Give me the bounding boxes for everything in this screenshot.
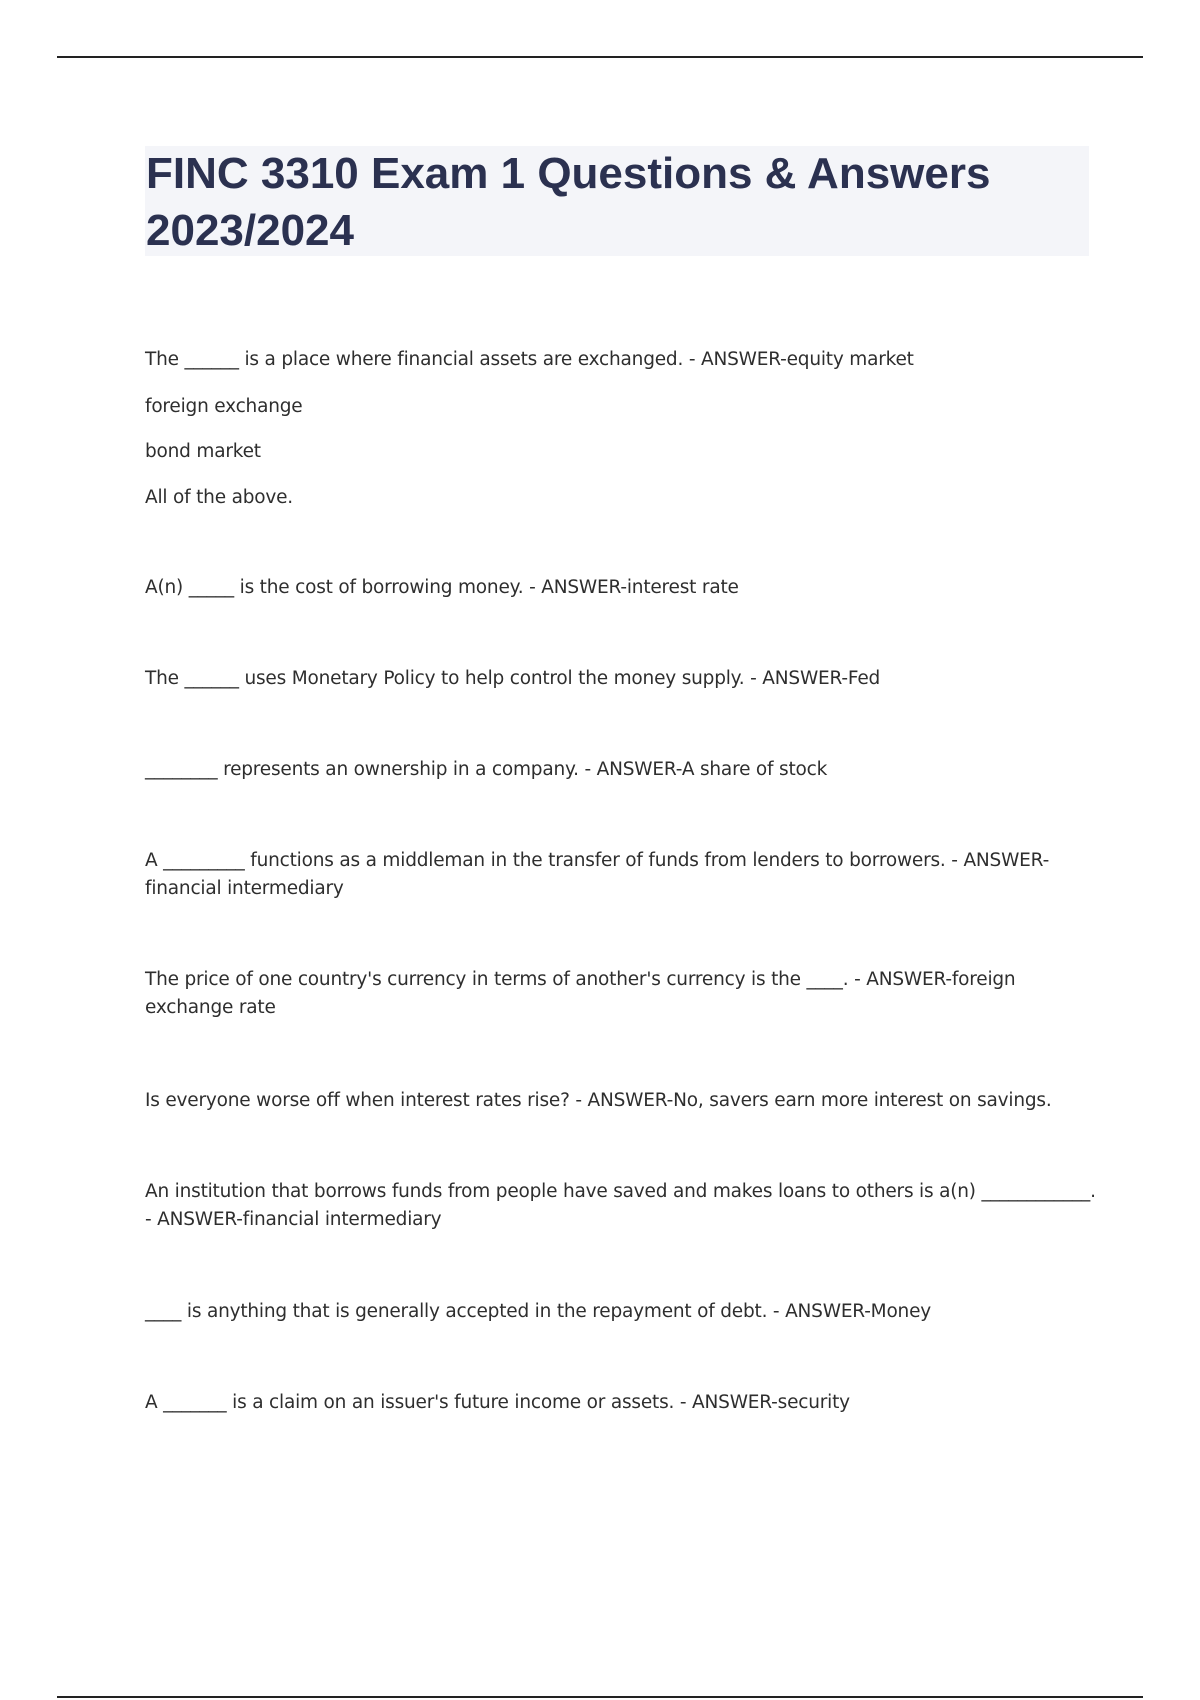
qa-item-1-option-1: foreign exchange [145,396,303,417]
qa-item-4: ________ represents an ownership in a company. - ANSWER-A share of stock [145,759,828,780]
qa-item-9: ____ is anything that is generally accepted in the repayment of debt. - ANSWER-Money [145,1301,932,1322]
qa-item-7: Is everyone worse off when interest rates rise? - ANSWER-No, savers earn more interest on savings. [145,1090,1052,1111]
qa-item-3: The ______ uses Monetary Policy to help control the money supply. - ANSWER-Fed [145,668,881,689]
qa-item-8: An institution that borrows funds from people have saved and makes loans to others is a(n) ____________. - ANSWER-financial intermediary [145,1181,1096,1230]
qa-item-10: A _______ is a claim on an issuer's future income or assets. - ANSWER-security [145,1392,850,1413]
qa-item-2: A(n) _____ is the cost of borrowing money. - ANSWER-interest rate [145,577,739,598]
qa-item-1-question: The ______ is a place where financial assets are exchanged. - ANSWER-equity market [145,349,914,370]
qa-item-6: The price of one country's currency in terms of another's currency is the ____. - ANSWER-foreign exchange rate [145,969,1016,1018]
bottom-rule [57,1696,1143,1698]
document-title: FINC 3310 Exam 1 Questions & Answers 2023/2024 [146,149,991,255]
top-rule [57,56,1143,58]
qa-item-1-option-2: bond market [145,441,261,462]
qa-item-5: A _________ functions as a middleman in the transfer of funds from lenders to borrowers. - ANSWER-financial intermediary [145,850,1050,899]
qa-item-1-option-3: All of the above. [145,487,293,508]
